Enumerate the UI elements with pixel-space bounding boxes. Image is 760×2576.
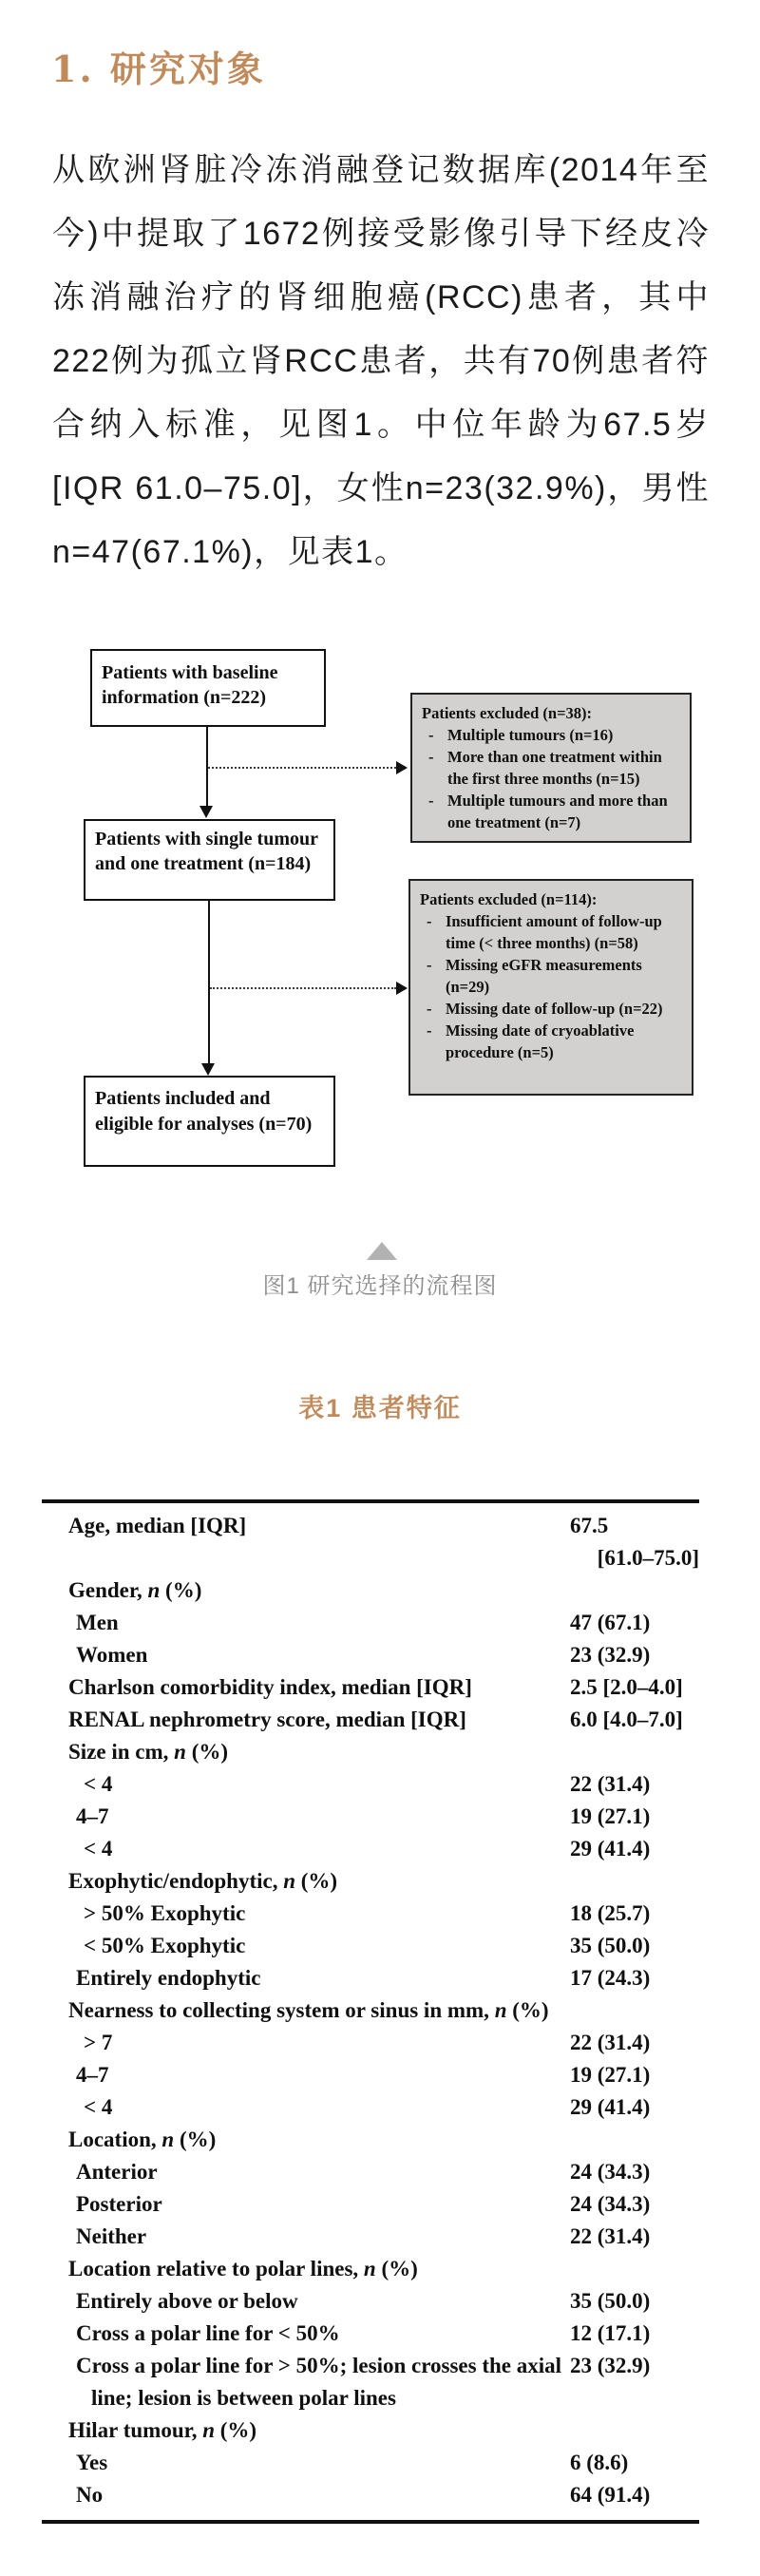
arrow-right-icon [396, 761, 408, 774]
row-value: 2.5 [2.0–4.0] [570, 1675, 683, 1699]
row-value: 22 (31.4) [570, 1772, 651, 1796]
row-value: 23 (32.9) [570, 1643, 651, 1667]
row-label: Cross a polar line for > 50%; lesion crosses the axial line; lesion is between polar lines [76, 2354, 562, 2410]
row-label: Entirely endophytic [76, 1966, 261, 1990]
row-label: 4–7 [76, 2063, 109, 2087]
flow-box-baseline: Patients with baseline information (n=222) [90, 649, 326, 727]
row-value: 24 (34.3) [570, 2192, 651, 2216]
flow-box-included: Patients included and eligible for analyses (n=70) [84, 1076, 335, 1167]
excluded-item: - Missing eGFR measurements (n=29) [420, 954, 682, 998]
row-label: < 4 [84, 1772, 113, 1796]
excluded-item-list [422, 724, 680, 833]
row-label: > 50% Exophytic [84, 1901, 246, 1925]
table-row [42, 2188, 699, 2221]
patient-characteristics-table [42, 1499, 699, 2524]
row-value: 29 (41.4) [570, 1837, 651, 1860]
figure-1-flowchart[interactable] [0, 637, 760, 1302]
table-row [42, 2091, 699, 2124]
row-label: Entirely above or below [76, 2289, 298, 2313]
row-value: 64 (91.4) [570, 2483, 651, 2507]
connector-line-2 [208, 901, 210, 1064]
row-value: 23 (32.9) [570, 2354, 651, 2377]
row-label: Hilar tumour, n (%) [68, 2418, 257, 2442]
dotted-connector-2 [210, 987, 396, 989]
excluded-item: - Insufficient amount of follow-up time (< three months) (n=58) [420, 910, 682, 954]
arrow-down-icon [201, 1063, 215, 1076]
table-row [42, 1898, 699, 1930]
table-row [42, 1801, 699, 1833]
table-row [42, 1671, 699, 1704]
row-label: < 50% Exophytic [84, 1934, 246, 1957]
table-row [42, 2285, 699, 2318]
row-value: 24 (34.3) [570, 2160, 651, 2184]
figure-caption: 图1 研究选择的流程图 [262, 1273, 498, 1299]
table-row [42, 1639, 699, 1671]
row-label: < 4 [84, 2095, 113, 2119]
dotted-connector-1 [208, 767, 396, 769]
row-label: No [76, 2483, 104, 2507]
table-title: 表1 患者特征 [298, 1394, 462, 1422]
row-label: Gender, n (%) [68, 1578, 202, 1602]
table-row [42, 1865, 699, 1898]
row-label: Cross a polar line for < 50% [76, 2321, 340, 2345]
table-row [42, 1704, 699, 1736]
table-row [42, 2221, 699, 2253]
arrow-right-icon [396, 982, 408, 995]
row-value: 35 (50.0) [570, 1934, 651, 1957]
body-paragraph: 从欧洲肾脏冷冻消融登记数据库(2014年至今)中提取了1672例接受影像引导下经皮冷冻消融治疗的肾细胞癌(RCC)患者，其中222例为孤立肾RCC患者，共有70例患者符合纳入标准，见图1。中位年龄为67.5岁[IQR 61.0–75.0]，女性n=23(32.9%)，男性n=47(67.1%)，见表1。 [52, 152, 710, 570]
row-label: Nearness to collecting system or sinus in mm, n (%) [68, 1998, 549, 2022]
table-row [42, 1510, 699, 1574]
table-row [42, 2253, 699, 2285]
table-row [42, 1833, 699, 1865]
row-label: Neither [76, 2224, 147, 2248]
excluded-item: - Missing date of follow-up (n=22) [420, 998, 682, 1020]
row-value: 17 (24.3) [570, 1966, 651, 1990]
row-label: Men [76, 1611, 119, 1634]
table-row [42, 2447, 699, 2479]
table-row [42, 1930, 699, 1962]
row-label: Location relative to polar lines, n (%) [68, 2257, 418, 2280]
excluded-box-1 [410, 693, 692, 843]
flow-box-single-tumour: Patients with single tumour and one treatment (n=184) [84, 819, 335, 901]
row-value: 19 (27.1) [570, 1804, 651, 1828]
excluded-box-title: Patients excluded (n=38): [422, 704, 592, 722]
row-label: Age, median [IQR] [68, 1514, 247, 1537]
table-row [42, 1994, 699, 2027]
excluded-item: - More than one treatment within the first three months (n=15) [422, 746, 680, 790]
row-value: 19 (27.1) [570, 2063, 651, 2087]
table-row [42, 2059, 699, 2091]
row-label: 4–7 [76, 1804, 109, 1828]
row-label: RENAL nephrometry score, median [IQR] [68, 1708, 466, 1731]
row-label: Yes [76, 2451, 108, 2474]
row-label: > 7 [84, 2031, 113, 2054]
table-row [42, 2479, 699, 2511]
row-label: Anterior [76, 2160, 158, 2184]
collapse-triangle-icon[interactable] [367, 1242, 397, 1260]
table-row [42, 2124, 699, 2156]
table-row [42, 1607, 699, 1639]
row-label: Charlson comorbidity index, median [IQR] [68, 1675, 472, 1699]
table-row [42, 2350, 699, 2414]
row-label: Women [76, 1643, 148, 1667]
table-row [42, 1736, 699, 1768]
row-value: 6.0 [4.0–7.0] [570, 1708, 683, 1731]
section-heading: 1. 研究对象 [51, 48, 266, 90]
excluded-box-2 [408, 879, 694, 1096]
arrow-down-icon [200, 806, 213, 818]
row-label: Size in cm, n (%) [68, 1740, 229, 1764]
table-row [42, 1962, 699, 1994]
table-row [42, 2318, 699, 2350]
row-value: 12 (17.1) [570, 2321, 651, 2345]
row-value: 67.5 [61.0–75.0] [570, 1510, 699, 1574]
row-value: 35 (50.0) [570, 2289, 651, 2313]
excluded-box-title: Patients excluded (n=114): [420, 890, 598, 908]
table-row [42, 2027, 699, 2059]
table-row [42, 1574, 699, 1607]
excluded-item: - Multiple tumours and more than one treatment (n=7) [422, 790, 680, 833]
table-row [42, 2414, 699, 2447]
row-label: < 4 [84, 1837, 113, 1860]
table-row [42, 2156, 699, 2188]
table-row [42, 1768, 699, 1801]
row-value: 47 (67.1) [570, 1611, 651, 1634]
excluded-item-list [420, 910, 682, 1063]
row-label: Posterior [76, 2192, 162, 2216]
row-value: 22 (31.4) [570, 2224, 651, 2248]
row-label: Exophytic/endophytic, n (%) [68, 1869, 338, 1893]
row-value: 18 (25.7) [570, 1901, 651, 1925]
row-label: Location, n (%) [68, 2128, 217, 2151]
row-value: 29 (41.4) [570, 2095, 651, 2119]
row-value: 6 (8.6) [570, 2451, 629, 2474]
row-value: 22 (31.4) [570, 2031, 651, 2054]
row-value-line2: [61.0–75.0] [597, 1546, 699, 1570]
excluded-item: - Multiple tumours (n=16) [422, 724, 680, 746]
excluded-item: - Missing date of cryoablative procedure (n=5) [420, 1020, 682, 1063]
